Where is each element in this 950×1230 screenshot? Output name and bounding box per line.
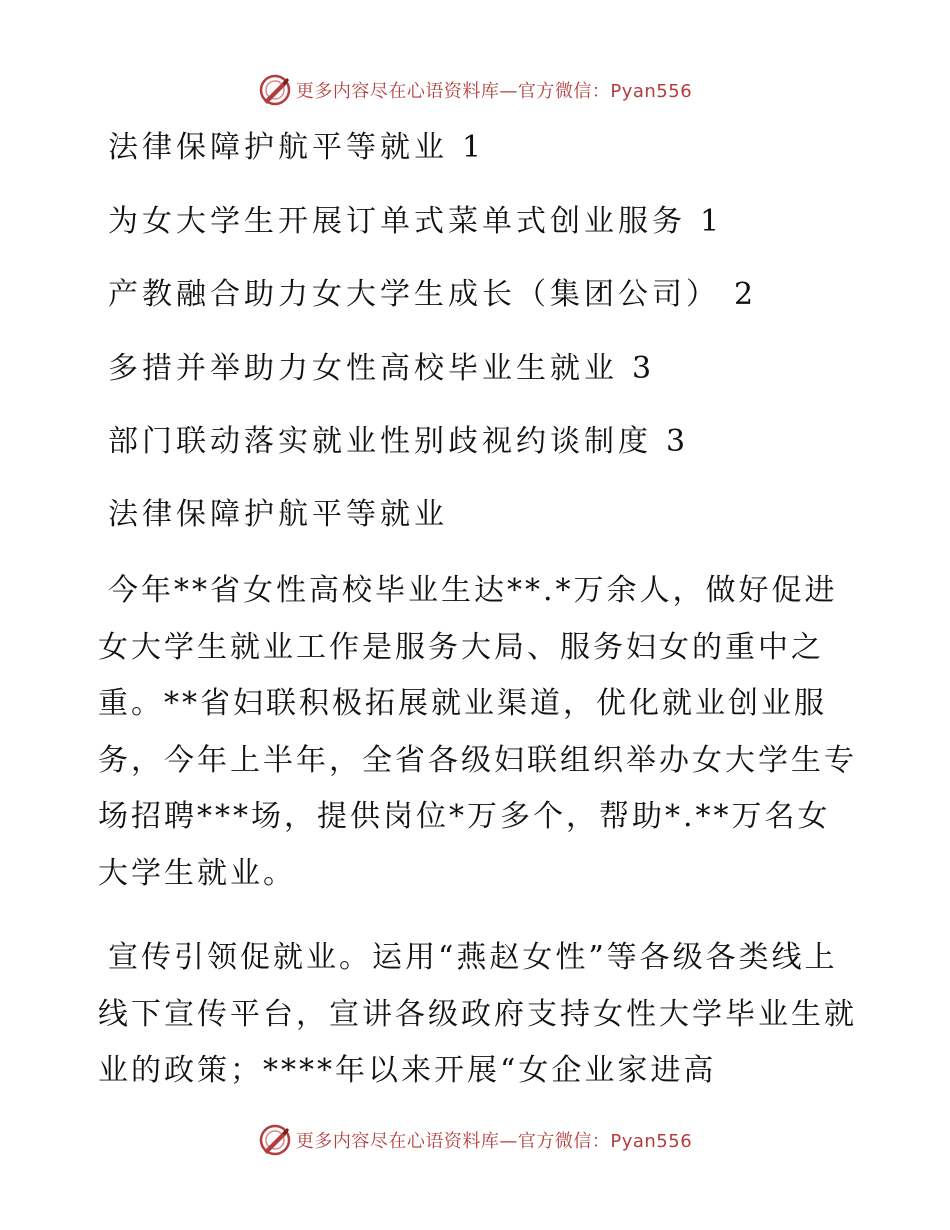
toc-entry-title: 多措并举助力女性高校毕业生就业 <box>108 350 618 386</box>
toc-entry-page: 3 <box>632 350 652 386</box>
toc-entry-page: 1 <box>700 203 720 239</box>
toc-entry[interactable] <box>108 265 908 339</box>
toc-entry[interactable] <box>108 118 908 192</box>
toc-entry-title: 法律保障护航平等就业 <box>108 130 448 165</box>
watermark-text: 更多内容尽在心语资料库—官方微信：Pyan556 <box>295 1131 693 1152</box>
watermark-banner-top <box>0 72 950 108</box>
toc-entry[interactable] <box>108 339 908 413</box>
pen-logo-icon <box>258 1123 292 1157</box>
body-paragraph: 宣传引领促就业。运用“燕赵女性”等各级各类线上线下宣传平台，宣讲各级政府支持女性大学毕业生就业的政策；****年以来开展“女企业家进高 <box>98 940 857 1088</box>
body-paragraph: 今年**省女性高校毕业生达**.*万余人，做好促进女大学生就业工作是服务大局、服务妇女的重中之重。**省妇联积极拓展就业渠道，优化就业创业服务，今年上半年，全省各级妇联组织举办女大学生专场招聘***场，提供岗位*万多个，帮助*.**万名女大学生就业。 <box>98 573 857 891</box>
toc-entry-page: 2 <box>734 277 754 312</box>
watermark-banner-bottom <box>0 1122 950 1158</box>
table-of-contents <box>108 118 908 486</box>
pen-logo-icon <box>258 73 292 107</box>
toc-entry-page: 1 <box>462 130 482 165</box>
section-heading: 法律保障护航平等就业 <box>108 497 448 532</box>
toc-entry-page: 3 <box>666 424 686 459</box>
toc-entry[interactable] <box>108 412 908 486</box>
toc-entry[interactable] <box>108 192 908 266</box>
toc-entry-title: 部门联动落实就业性别歧视约谈制度 <box>108 424 652 459</box>
toc-entry-title: 为女大学生开展订单式菜单式创业服务 <box>108 203 686 239</box>
watermark-text: 更多内容尽在心语资料库—官方微信：Pyan556 <box>295 81 693 102</box>
toc-entry-title: 产教融合助力女大学生成长（集团公司） <box>108 277 720 312</box>
